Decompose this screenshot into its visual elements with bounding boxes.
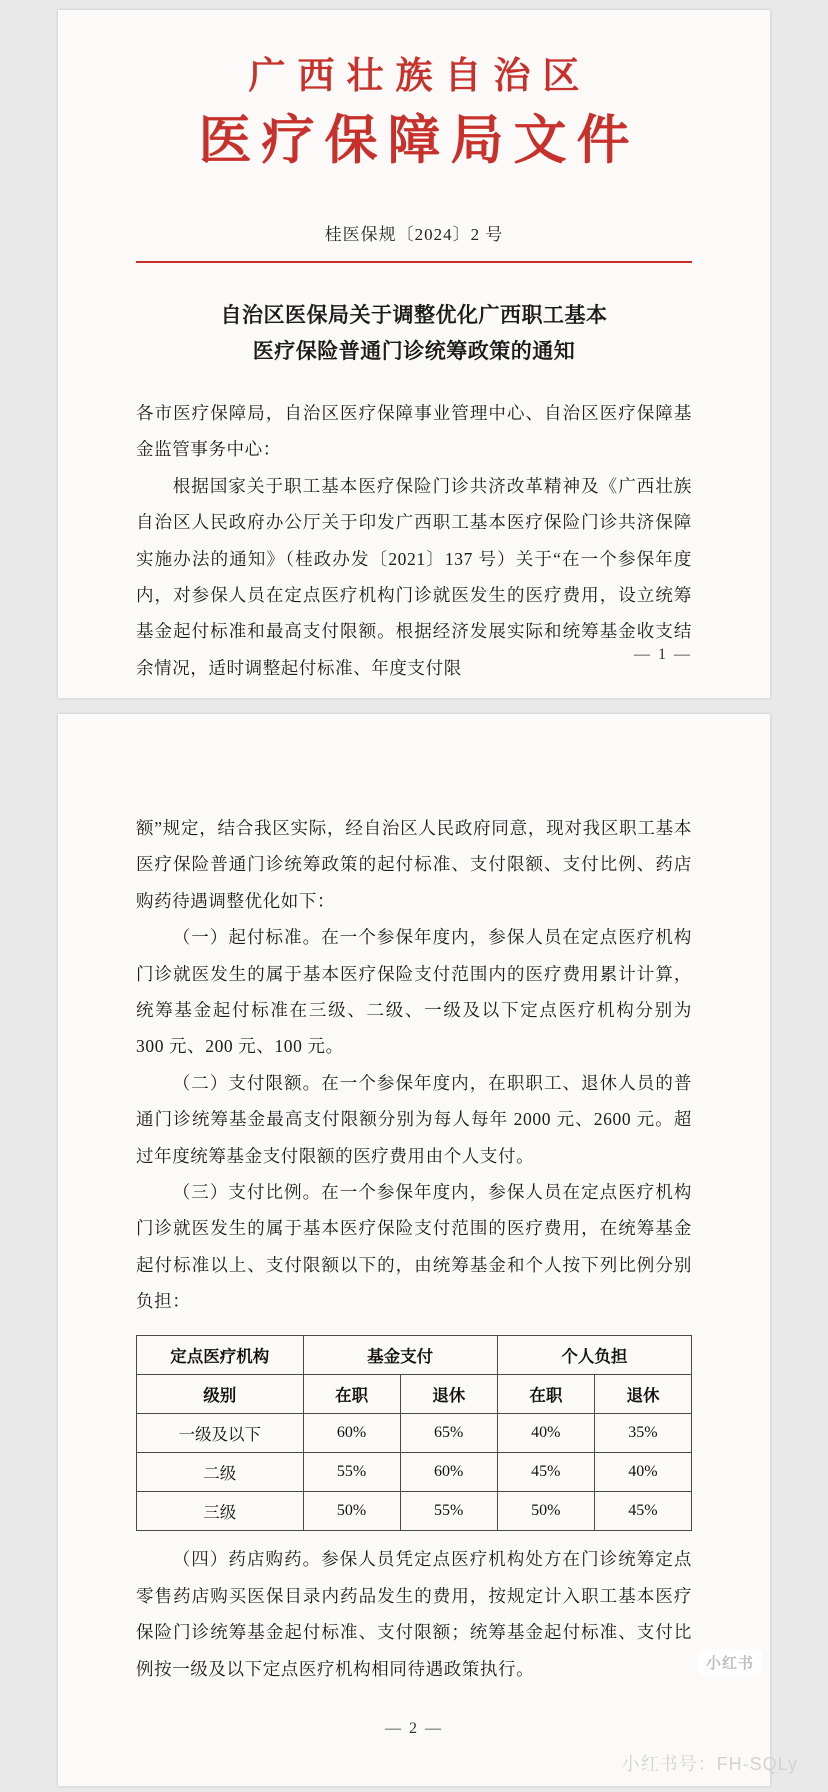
page-2-body <box>58 714 770 1687</box>
body-paragraph: （三）支付比例。在一个参保年度内，参保人员在定点医疗机构门诊就医发生的属于基本医疗保险支付范围的医疗费用，在统筹基金起付标准以上、支付限额以下的，由统筹基金和个人按下列比例分别负担： <box>136 1181 692 1312</box>
table-cell-level: 一级及以下 <box>137 1414 304 1453</box>
table-header-fund-active: 在职 <box>303 1375 400 1414</box>
page-number-1: — 1 — <box>634 646 692 663</box>
page-title <box>136 297 692 369</box>
table-row <box>137 1492 692 1531</box>
document-page-2 <box>58 714 770 1786</box>
page-title-line-2: 医疗保险普通门诊统筹政策的通知 <box>252 338 576 363</box>
table-header-row-group <box>137 1336 692 1375</box>
body-paragraph: 根据国家关于职工基本医疗保险门诊共济改革精神及《广西壮族自治区人民政府办公厅关于印发广西职工基本医疗保险门诊共济保障实施办法的通知》（桂政办发〔2021〕137 号）关于“在一个参保年度内，对参保人员在定点医疗机构门诊就医发生的医疗费用，设立统筹基金起付标准和最高支付限额。根据经济发展实际和统筹基金收支结余情况，适时调整起付标准、年度支付限 <box>136 475 692 678</box>
table-header-fund-retired: 退休 <box>400 1375 497 1414</box>
addressee-paragraph: 各市医疗保障局，自治区医疗保障事业管理中心、自治区医疗保障基金监管事务中心： <box>136 403 692 460</box>
page-number-2: — 2 — <box>385 1720 443 1737</box>
table-cell-fund-active: 60% <box>303 1414 400 1453</box>
watermark-account: 小红书号：FH-SQLy <box>621 1754 798 1774</box>
table-header-self-payment: 个人负担 <box>497 1336 691 1375</box>
table-cell-self-retired: 45% <box>594 1492 691 1531</box>
page-title-line-1: 自治区医保局关于调整优化广西职工基本 <box>220 302 608 327</box>
body-paragraph: （一）起付标准。在一个参保年度内，参保人员在定点医疗机构门诊就医发生的属于基本医疗保险支付范围内的医疗费用累计计算，统筹基金起付标准在三级、二级、一级及以下定点医疗机构分别为 300 元、200 元、100 元。 <box>136 927 692 1057</box>
table-cell-self-active: 45% <box>497 1453 594 1492</box>
table-cell-level: 二级 <box>137 1453 304 1492</box>
body-paragraph: （四）药店购药。参保人员凭定点医疗机构处方在门诊统筹定点零售药店购买医保目录内药品发生的费用，按规定计入职工基本医疗保险门诊统筹基金起付标准、支付限额；统筹基金起付标准、支付比例按一级及以下定点医疗机构相同待遇政策执行。 <box>136 1549 692 1679</box>
masthead-red-rule <box>136 261 692 263</box>
document-page-1 <box>58 10 770 698</box>
watermark-badge: 小红书 <box>698 1649 762 1676</box>
table-header-institution: 定点医疗机构 <box>137 1336 304 1375</box>
table-header-level: 级别 <box>137 1375 304 1414</box>
table-cell-fund-retired: 55% <box>400 1492 497 1531</box>
masthead-line-1: 广西壮族自治区 <box>248 56 592 97</box>
table-cell-self-active: 40% <box>497 1414 594 1453</box>
table-header-self-retired: 退休 <box>594 1375 691 1414</box>
document-number: 桂医保规〔2024〕2 号 <box>324 224 504 244</box>
table-cell-fund-retired: 60% <box>400 1453 497 1492</box>
payment-ratio-table <box>136 1335 692 1531</box>
masthead-line-2: 医疗保障局文件 <box>198 112 640 171</box>
body-paragraph: （二）支付限额。在一个参保年度内，在职职工、退休人员的普通门诊统筹基金最高支付限额分别为每人每年 2000 元、2600 元。超过年度统筹基金支付限额的医疗费用由个人支付。 <box>136 1072 692 1166</box>
table-header-fund-payment: 基金支付 <box>303 1336 497 1375</box>
table-cell-self-retired: 35% <box>594 1414 691 1453</box>
masthead <box>58 10 770 178</box>
table-cell-self-active: 50% <box>497 1492 594 1531</box>
table-header-row-sub <box>137 1375 692 1414</box>
table-row <box>137 1414 692 1453</box>
table-cell-level: 三级 <box>137 1492 304 1531</box>
table-cell-fund-active: 50% <box>303 1492 400 1531</box>
body-paragraph: 额”规定，结合我区实际，经自治区人民政府同意，现对我区职工基本医疗保险普通门诊统筹政策的起付标准、支付限额、支付比例、药店购药待遇调整优化如下： <box>136 818 692 911</box>
table-header-self-active: 在职 <box>497 1375 594 1414</box>
table-row <box>137 1453 692 1492</box>
table-cell-self-retired: 40% <box>594 1453 691 1492</box>
table-cell-fund-active: 55% <box>303 1453 400 1492</box>
table-cell-fund-retired: 65% <box>400 1414 497 1453</box>
page-1-body <box>58 297 770 686</box>
